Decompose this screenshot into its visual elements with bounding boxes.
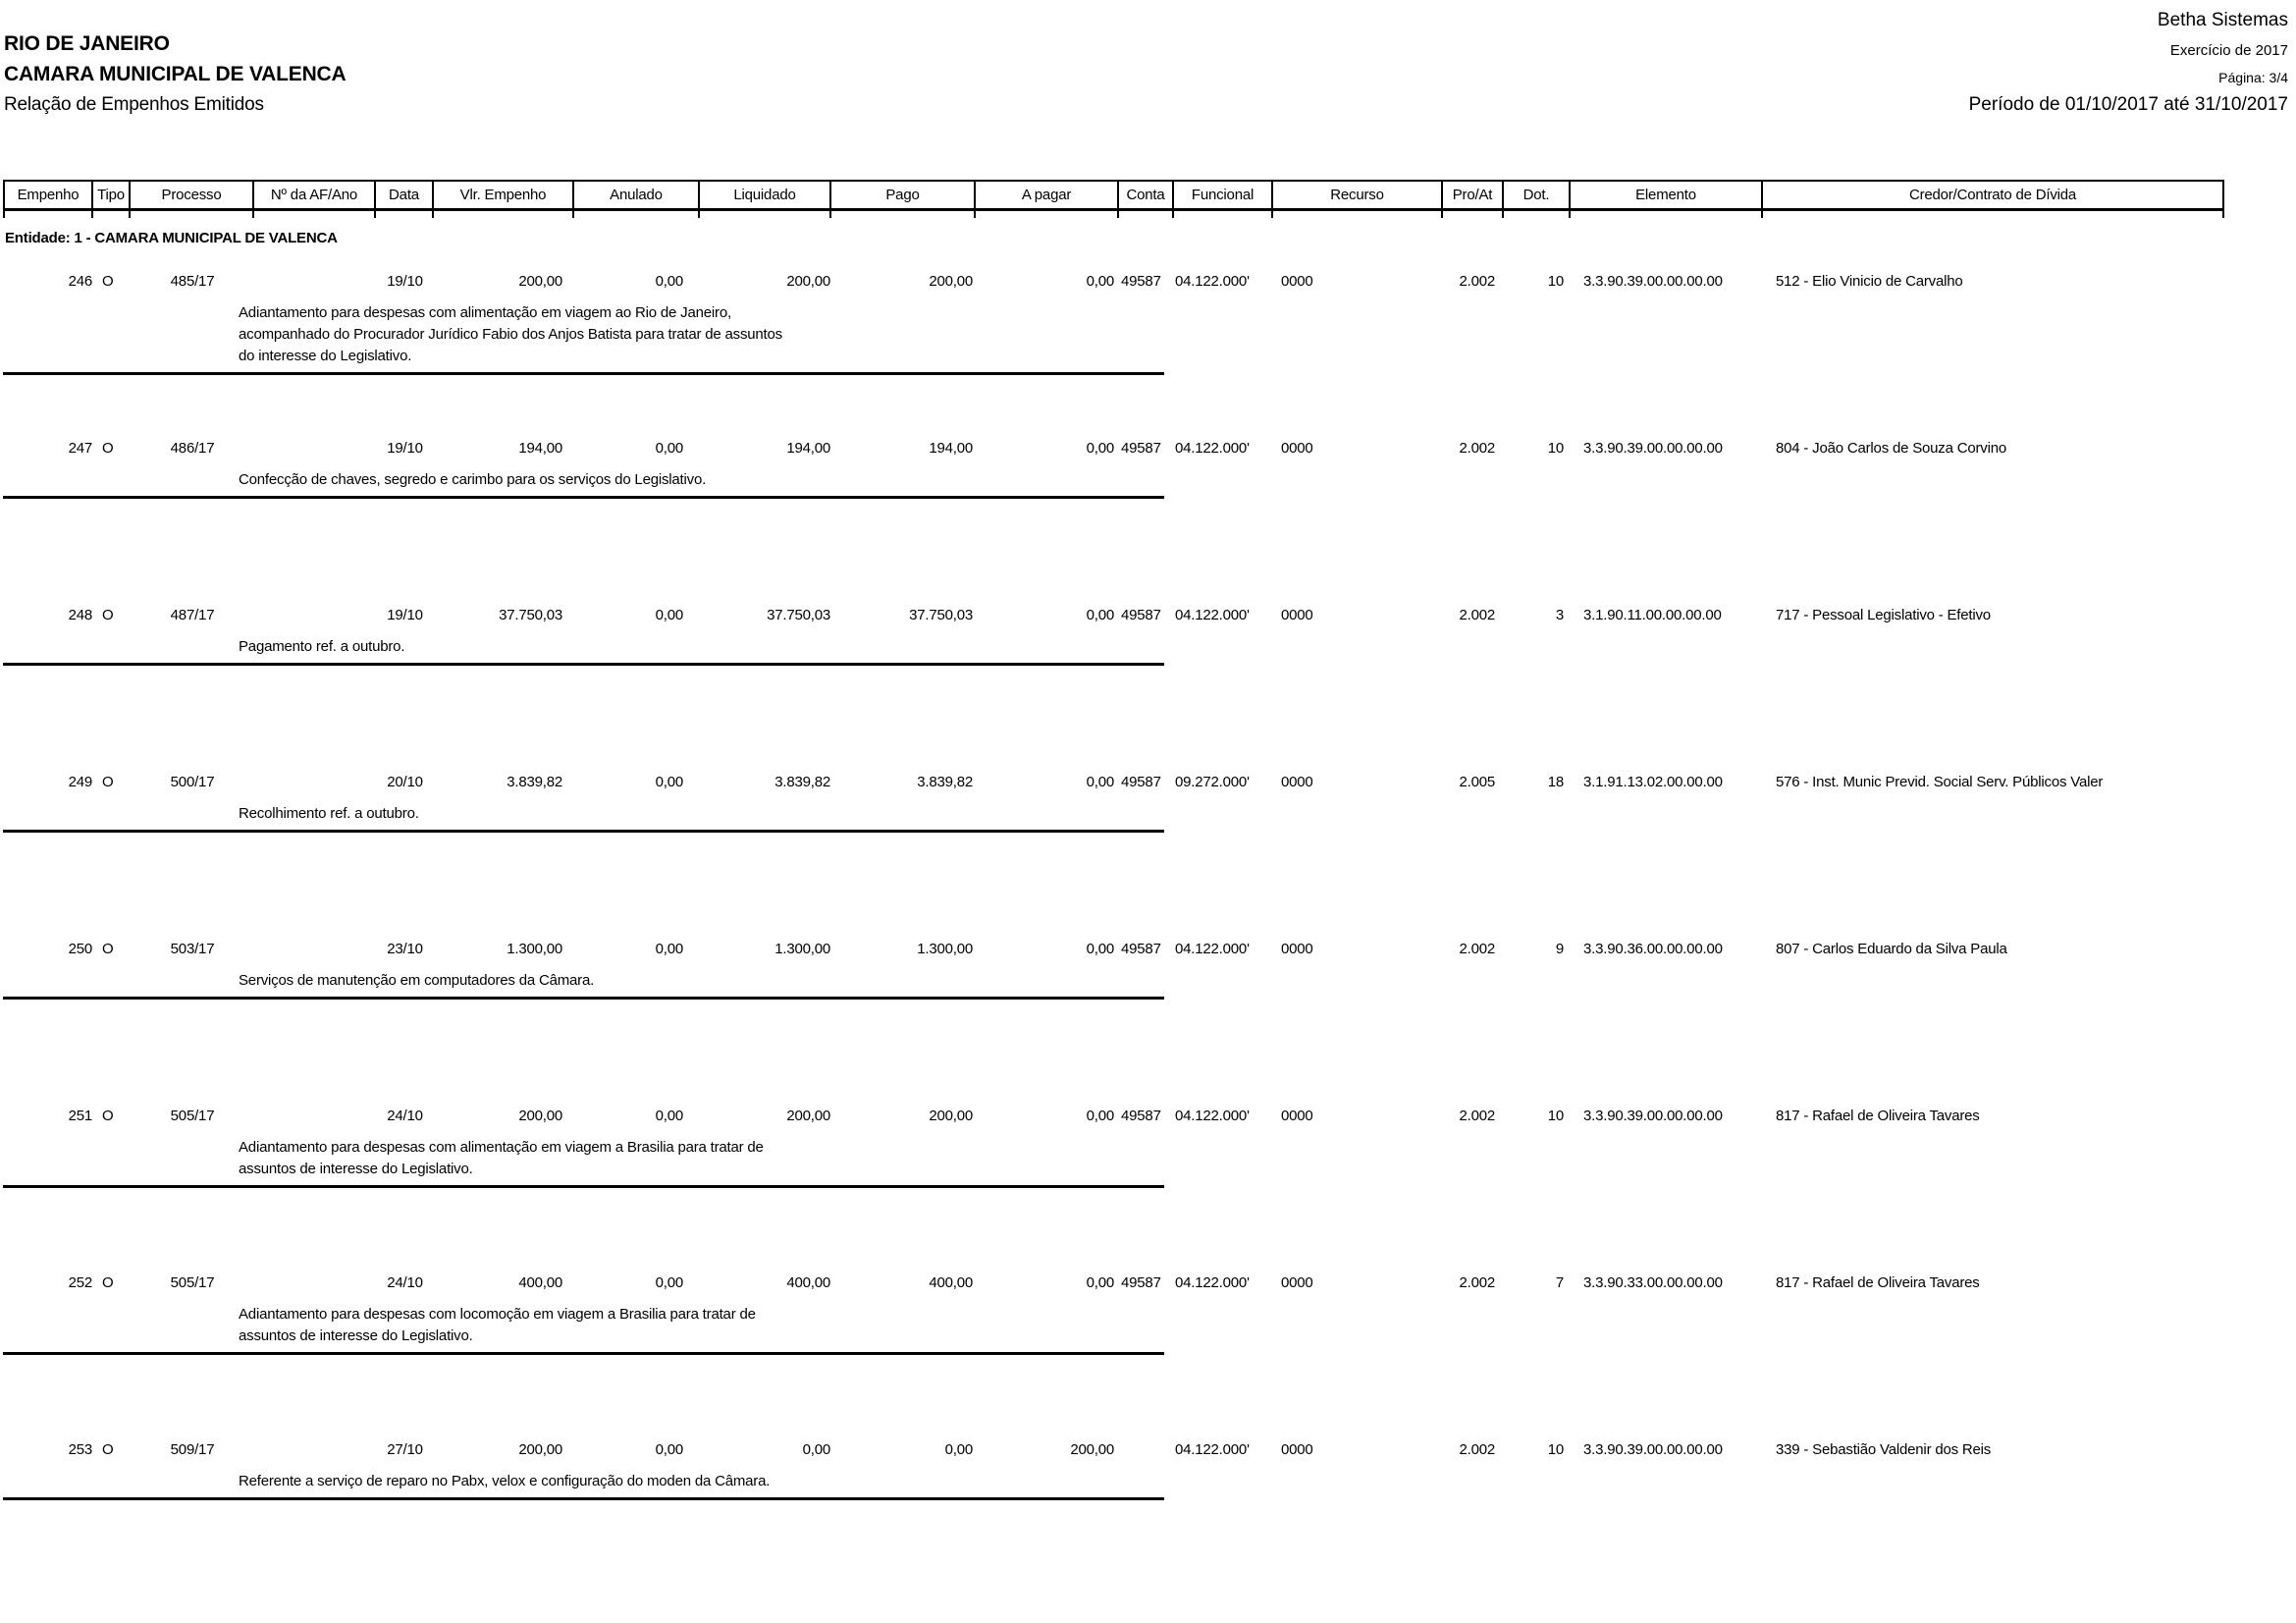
cell-pro-at: 2.002 (1459, 607, 1495, 623)
cell-dot: 10 (1547, 273, 1564, 290)
column-header-elemento: Elemento (1571, 182, 1763, 208)
cell-processo: 505/17 (170, 1274, 215, 1291)
column-boundary-tick (976, 211, 1119, 218)
cell-vlr-empenho: 200,00 (518, 273, 562, 290)
cell-liquidado: 194,00 (786, 440, 830, 457)
cell-vlr-empenho: 3.839,82 (507, 774, 562, 790)
cell-credor: 817 - Rafael de Oliveira Tavares (1776, 1274, 1980, 1291)
cell-vlr-empenho: 37.750,03 (499, 607, 562, 623)
cell-af-ano (254, 774, 376, 791)
empenho-record (3, 607, 2224, 774)
cell-conta: 49587 (1121, 941, 1161, 957)
cell-liquidado: 200,00 (786, 273, 830, 290)
column-boundary-tick (376, 211, 434, 218)
cell-conta: 49587 (1121, 607, 1161, 623)
cell-processo: 505/17 (170, 1108, 215, 1124)
cell-credor: 339 - Sebastião Valdenir dos Reis (1776, 1441, 1992, 1458)
column-header-anulado: Anulado (574, 182, 700, 208)
record-description: Adiantamento para despesas com locomoção em viagem a Brasilia para tratar de assuntos de interesse do Legislativo. (239, 1306, 756, 1344)
cell-af-ano (254, 440, 376, 458)
exercise-label: Exercício de 2017 (2169, 42, 2288, 59)
record-values-row (3, 1274, 2224, 1292)
column-boundary-tick (93, 211, 131, 218)
cell-credor: 804 - João Carlos de Souza Corvino (1776, 440, 2007, 457)
cell-credor: 817 - Rafael de Oliveira Tavares (1776, 1108, 1980, 1124)
cell-data: 19/10 (387, 440, 423, 457)
cell-pago: 1.300,00 (917, 941, 973, 957)
cell-dot: 10 (1547, 1108, 1564, 1124)
cell-af-ano (254, 607, 376, 624)
record-description: Pagamento ref. a outubro. (239, 638, 405, 655)
cell-liquidado: 37.750,03 (767, 607, 830, 623)
cell-tipo: O (102, 774, 114, 790)
cell-processo: 485/17 (170, 273, 215, 290)
cell-elemento: 3.3.90.33.00.00.00.00 (1583, 1274, 1723, 1291)
cell-liquidado: 400,00 (786, 1274, 830, 1291)
record-values-row (3, 941, 2224, 958)
column-header-recurso: Recurso (1273, 182, 1443, 208)
column-header-af_ano: Nº da AF/Ano (254, 182, 376, 208)
column-boundary-tick (831, 211, 976, 218)
cell-a-pagar: 0,00 (1086, 607, 1114, 623)
cell-recurso: 0000 (1281, 607, 1313, 623)
column-header-data: Data (376, 182, 434, 208)
cell-recurso: 0000 (1281, 440, 1313, 457)
cell-pro-at: 2.002 (1459, 1441, 1495, 1458)
cell-empenho: 248 (68, 607, 92, 623)
cell-dot: 7 (1555, 1274, 1564, 1291)
cell-a-pagar: 0,00 (1086, 941, 1114, 957)
cell-a-pagar: 0,00 (1086, 440, 1114, 457)
record-description: Recolhimento ref. a outubro. (239, 805, 419, 822)
cell-empenho: 252 (68, 1274, 92, 1291)
cell-af-ano (254, 1274, 376, 1292)
column-boundary-tick (131, 211, 254, 218)
cell-a-pagar: 0,00 (1086, 1274, 1114, 1291)
cell-funcional: 04.122.000' (1175, 440, 1250, 457)
cell-recurso: 0000 (1281, 1274, 1313, 1291)
cell-pro-at: 2.005 (1459, 774, 1495, 790)
cell-anulado: 0,00 (655, 1274, 683, 1291)
cell-processo: 500/17 (170, 774, 215, 790)
column-boundary-tick (254, 211, 376, 218)
page-number: Página: 3/4 (2218, 70, 2288, 85)
cell-anulado: 0,00 (655, 607, 683, 623)
column-boundary-tick (1571, 211, 1763, 218)
empenho-record (3, 440, 2224, 607)
record-separator-line (3, 997, 1164, 1000)
cell-pro-at: 2.002 (1459, 1108, 1495, 1124)
cell-tipo: O (102, 1274, 114, 1291)
cell-dot: 10 (1547, 440, 1564, 457)
records (3, 273, 2224, 1608)
cell-empenho: 249 (68, 774, 92, 790)
record-separator-line (3, 663, 1164, 666)
organization-name: CAMARA MUNICIPAL DE VALENCA (4, 63, 347, 85)
cell-empenho: 253 (68, 1441, 92, 1458)
record-separator-line (3, 372, 1164, 375)
cell-tipo: O (102, 1108, 114, 1124)
record-values-row (3, 440, 2224, 458)
empenho-record (3, 941, 2224, 1108)
cell-dot: 3 (1555, 607, 1564, 623)
cell-funcional: 04.122.000' (1175, 1108, 1250, 1124)
cell-processo: 509/17 (170, 1441, 215, 1458)
cell-vlr-empenho: 194,00 (518, 440, 562, 457)
cell-anulado: 0,00 (655, 941, 683, 957)
cell-credor: 717 - Pessoal Legislativo - Efetivo (1776, 607, 1991, 623)
cell-conta (1119, 1441, 1174, 1459)
cell-anulado: 0,00 (655, 1108, 683, 1124)
cell-funcional: 04.122.000' (1175, 1274, 1250, 1291)
empenho-record (3, 1441, 2224, 1608)
cell-data: 20/10 (387, 774, 423, 790)
column-header-vlr_empenho: Vlr. Empenho (434, 182, 574, 208)
cell-recurso: 0000 (1281, 774, 1313, 790)
cell-tipo: O (102, 273, 114, 290)
record-values-row (3, 1441, 2224, 1459)
empenho-record (3, 774, 2224, 941)
cell-vlr-empenho: 200,00 (518, 1441, 562, 1458)
cell-recurso: 0000 (1281, 273, 1313, 290)
entity-header: Entidade: 1 - CAMARA MUNICIPAL DE VALENCA (5, 230, 338, 246)
cell-liquidado: 0,00 (802, 1441, 830, 1458)
record-description: Adiantamento para despesas com alimentação em viagem ao Rio de Janeiro, acompanhado do Procurador Jurídico Fabio dos Anjos Batista para tratar de assuntos do interesse do Legislativo. (239, 304, 782, 364)
cell-pago: 200,00 (929, 273, 973, 290)
cell-processo: 486/17 (170, 440, 215, 457)
column-boundary-tick (1273, 211, 1443, 218)
cell-a-pagar: 200,00 (1070, 1441, 1114, 1458)
record-values-row (3, 1108, 2224, 1125)
record-description: Confecção de chaves, segredo e carimbo para os serviços do Legislativo. (239, 471, 707, 488)
column-boundary-tick (434, 211, 574, 218)
record-description: Serviços de manutenção em computadores da Câmara. (239, 972, 595, 989)
cell-conta: 49587 (1121, 273, 1161, 290)
record-values-row (3, 273, 2224, 291)
cell-a-pagar: 0,00 (1086, 774, 1114, 790)
column-boundary-tick (700, 211, 831, 218)
cell-anulado: 0,00 (655, 1441, 683, 1458)
record-separator-line (3, 496, 1164, 499)
record-separator-line (3, 1497, 1164, 1500)
cell-empenho: 247 (68, 440, 92, 457)
record-separator-line (3, 1185, 1164, 1188)
column-header-processo: Processo (131, 182, 254, 208)
cell-af-ano (254, 273, 376, 291)
cell-pago: 0,00 (944, 1441, 973, 1458)
cell-elemento: 3.3.90.39.00.00.00.00 (1583, 440, 1723, 457)
cell-af-ano (254, 1108, 376, 1125)
cell-dot: 10 (1547, 1441, 1564, 1458)
cell-anulado: 0,00 (655, 273, 683, 290)
cell-data: 24/10 (387, 1274, 423, 1291)
column-header-dot: Dot. (1504, 182, 1571, 208)
column-boundary-tick (1174, 211, 1273, 218)
cell-elemento: 3.3.90.36.00.00.00.00 (1583, 941, 1723, 957)
column-boundary-tick (1763, 211, 2224, 218)
cell-pro-at: 2.002 (1459, 941, 1495, 957)
cell-elemento: 3.3.90.39.00.00.00.00 (1583, 1441, 1723, 1458)
cell-pro-at: 2.002 (1459, 273, 1495, 290)
cell-dot: 9 (1555, 941, 1564, 957)
cell-credor: 576 - Inst. Munic Previd. Social Serv. Públicos Valer (1776, 774, 2104, 790)
column-header-pro_at: Pro/At (1443, 182, 1504, 208)
cell-recurso: 0000 (1281, 941, 1313, 957)
table-header-row (3, 180, 2224, 211)
cell-vlr-empenho: 200,00 (518, 1108, 562, 1124)
cell-conta: 49587 (1121, 1274, 1161, 1291)
empenho-record (3, 273, 2224, 440)
cell-data: 23/10 (387, 941, 423, 957)
cell-liquidado: 1.300,00 (774, 941, 830, 957)
record-values-row (3, 774, 2224, 791)
cell-funcional: 04.122.000' (1175, 1441, 1250, 1458)
record-description: Adiantamento para despesas com alimentação em viagem a Brasilia para tratar de assuntos de interesse do Legislativo. (239, 1139, 764, 1177)
record-description: Referente a serviço de reparo no Pabx, velox e configuração do moden da Câmara. (239, 1473, 771, 1489)
record-values-row (3, 607, 2224, 624)
cell-af-ano (254, 941, 376, 958)
column-header-credor: Credor/Contrato de Dívida (1763, 182, 2224, 208)
cell-tipo: O (102, 607, 114, 623)
cell-pago: 200,00 (929, 1108, 973, 1124)
cell-af-ano (254, 1441, 376, 1459)
cell-funcional: 04.122.000' (1175, 607, 1250, 623)
record-separator-line (3, 830, 1164, 833)
cell-elemento: 3.3.90.39.00.00.00.00 (1583, 273, 1723, 290)
cell-a-pagar: 0,00 (1086, 1108, 1114, 1124)
cell-vlr-empenho: 400,00 (518, 1274, 562, 1291)
cell-dot: 18 (1547, 774, 1564, 790)
cell-pago: 194,00 (929, 440, 973, 457)
column-header-tipo: Tipo (93, 182, 131, 208)
table-tick-row (3, 211, 2224, 218)
cell-funcional: 04.122.000' (1175, 941, 1250, 957)
cell-data: 19/10 (387, 607, 423, 623)
cell-vlr-empenho: 1.300,00 (507, 941, 562, 957)
cell-funcional: 04.122.000' (1175, 273, 1250, 290)
cell-pro-at: 2.002 (1459, 1274, 1495, 1291)
cell-elemento: 3.1.90.11.00.00.00.00 (1583, 607, 1722, 623)
column-boundary-tick (1504, 211, 1571, 218)
cell-tipo: O (102, 941, 114, 957)
cell-conta: 49587 (1121, 1108, 1161, 1124)
column-boundary-tick (1119, 211, 1174, 218)
publisher-name: Betha Sistemas (2157, 10, 2288, 30)
cell-recurso: 0000 (1281, 1441, 1313, 1458)
cell-pago: 3.839,82 (917, 774, 973, 790)
empenho-record (3, 1108, 2224, 1274)
record-separator-line (3, 1352, 1164, 1355)
cell-tipo: O (102, 440, 114, 457)
column-header-a_pagar: A pagar (976, 182, 1119, 208)
cell-data: 24/10 (387, 1108, 423, 1124)
cell-conta: 49587 (1121, 440, 1161, 457)
column-header-pago: Pago (831, 182, 976, 208)
cell-funcional: 09.272.000' (1175, 774, 1250, 790)
report-title-block (4, 32, 346, 116)
cell-liquidado: 200,00 (786, 1108, 830, 1124)
cell-data: 27/10 (387, 1441, 423, 1458)
column-boundary-tick (574, 211, 700, 218)
cell-pago: 400,00 (929, 1274, 973, 1291)
report-title: Relação de Empenhos Emitidos (4, 94, 264, 115)
column-header-funcional: Funcional (1174, 182, 1273, 208)
state-name: RIO DE JANEIRO (4, 32, 170, 55)
cell-processo: 487/17 (170, 607, 215, 623)
column-header-liquidado: Liquidado (700, 182, 831, 208)
column-header-empenho: Empenho (3, 182, 93, 208)
cell-tipo: O (102, 1441, 114, 1458)
cell-elemento: 3.1.91.13.02.00.00.00 (1583, 774, 1723, 790)
cell-credor: 807 - Carlos Eduardo da Silva Paula (1776, 941, 2007, 957)
cell-recurso: 0000 (1281, 1108, 1313, 1124)
column-boundary-tick (1443, 211, 1504, 218)
cell-empenho: 251 (68, 1108, 92, 1124)
cell-empenho: 250 (68, 941, 92, 957)
cell-anulado: 0,00 (655, 440, 683, 457)
cell-data: 19/10 (387, 273, 423, 290)
cell-empenho: 246 (68, 273, 92, 290)
column-header-conta: Conta (1119, 182, 1174, 208)
cell-elemento: 3.3.90.39.00.00.00.00 (1583, 1108, 1723, 1124)
empenho-record (3, 1274, 2224, 1441)
cell-pago: 37.750,03 (909, 607, 973, 623)
cell-pro-at: 2.002 (1459, 440, 1495, 457)
report-meta-block (1969, 10, 2288, 116)
cell-credor: 512 - Elio Vinicio de Carvalho (1776, 273, 1963, 290)
cell-liquidado: 3.839,82 (774, 774, 830, 790)
cell-anulado: 0,00 (655, 774, 683, 790)
cell-conta: 49587 (1121, 774, 1161, 790)
column-boundary-tick (3, 211, 93, 218)
cell-a-pagar: 0,00 (1086, 273, 1114, 290)
period-label: Período de 01/10/2017 até 31/10/2017 (1968, 94, 2288, 115)
cell-processo: 503/17 (170, 941, 215, 957)
